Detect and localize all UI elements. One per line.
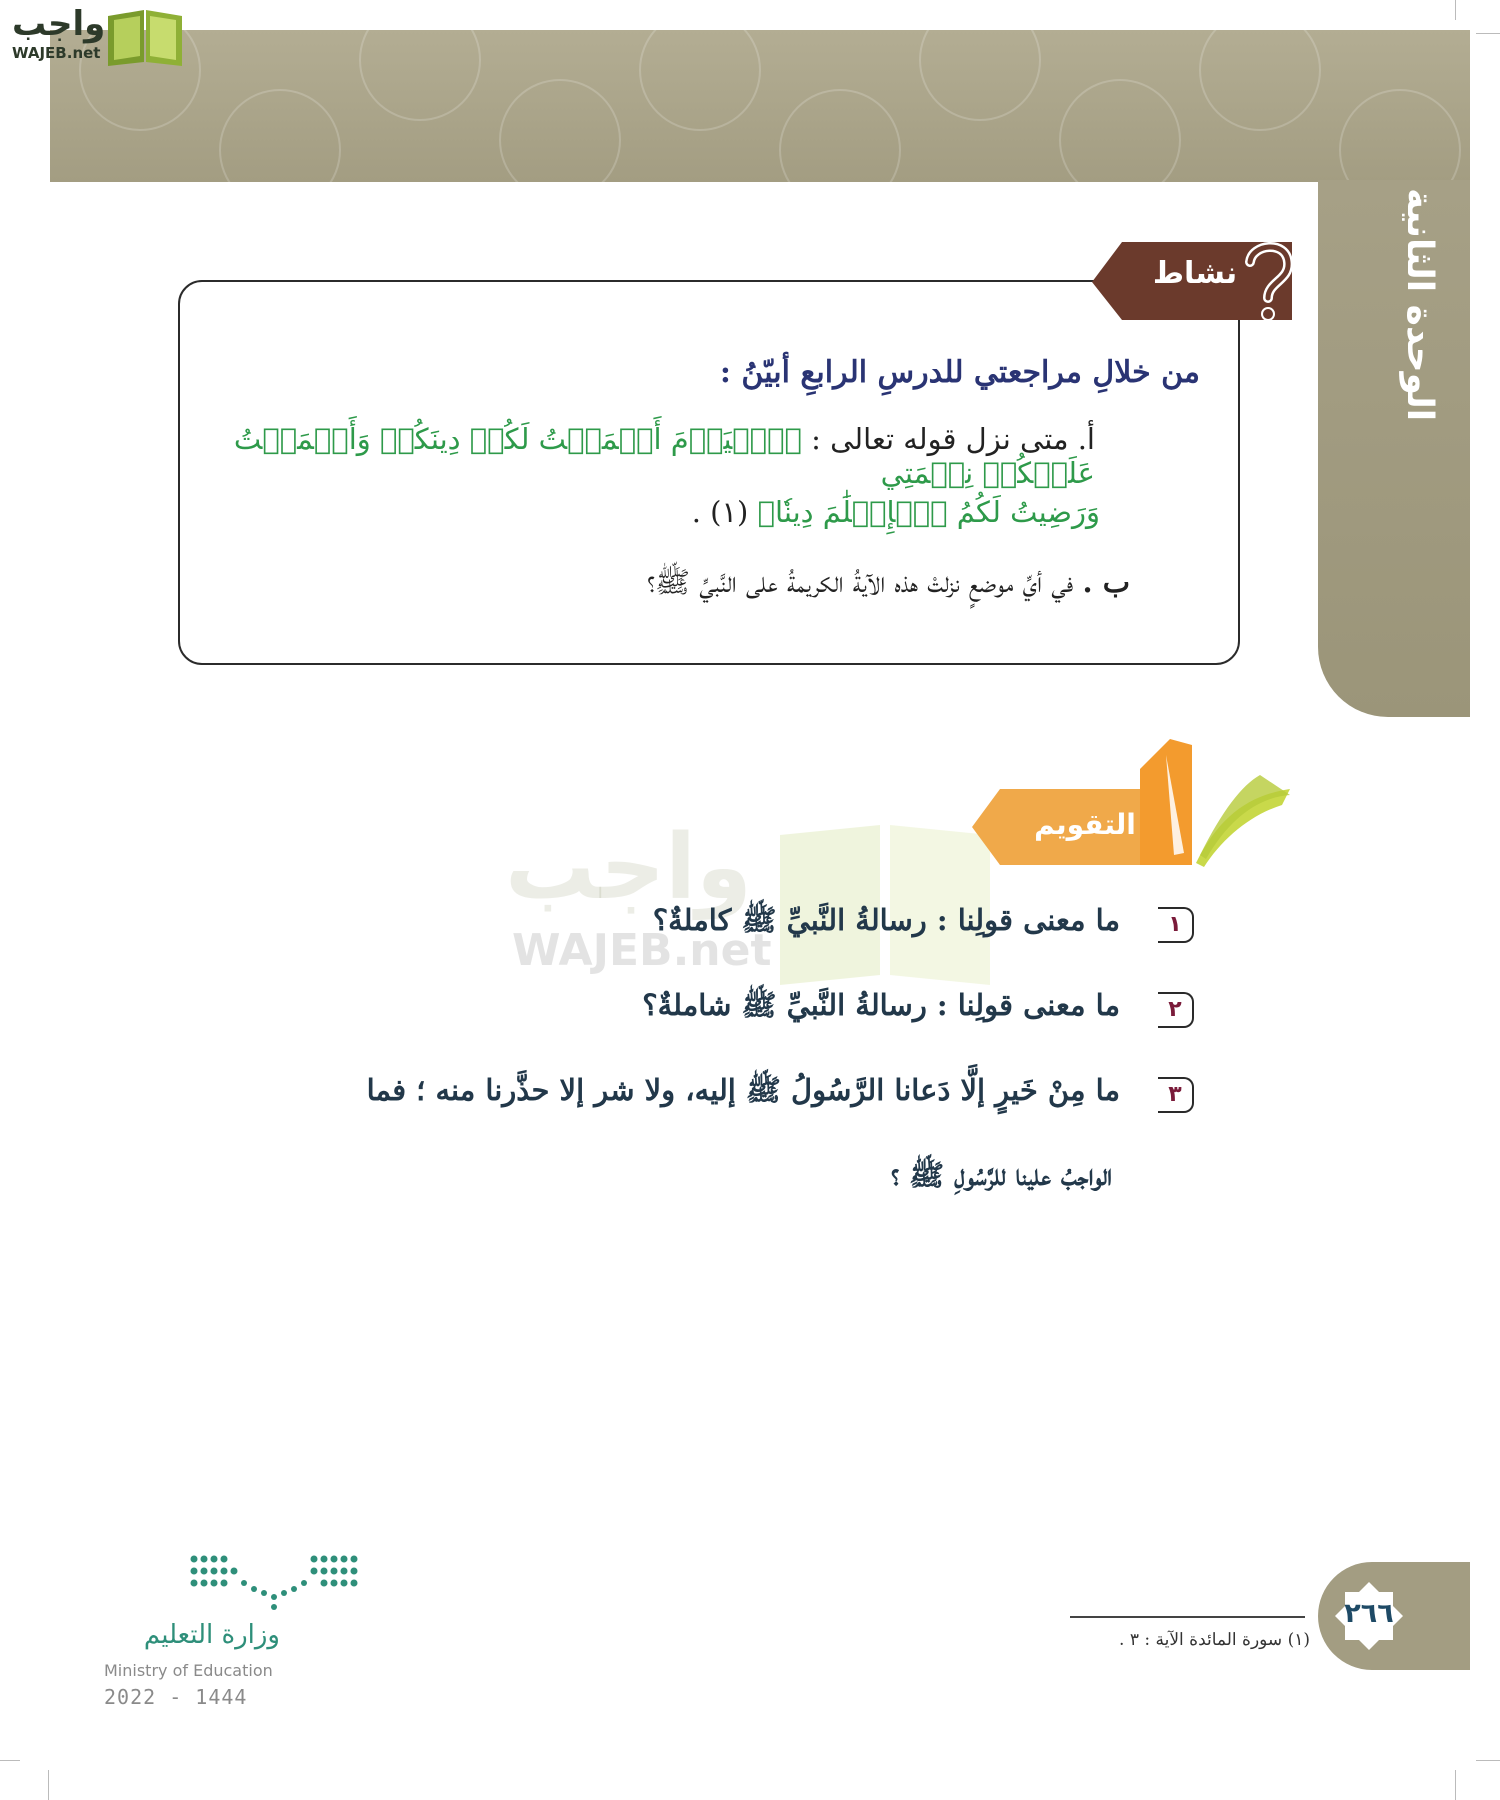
header-band [50, 30, 1470, 182]
question-3-text-line1: ما مِنْ خَيرٍ إلَّا دَعانا الرَّسُولُ ﷺ إليه، ولا شر إلا حذَّرنا منه ؛ فما [366, 1073, 1120, 1107]
footnote-divider [1070, 1616, 1305, 1618]
item-b-letter: ب . [1082, 565, 1130, 599]
question-1-text: ما معنى قولِنا : رسالةُ النَّبيِّ ﷺ كاملةٌ؟ [652, 903, 1120, 937]
evaluation-banner [960, 735, 1300, 875]
question-number-2: ٢ [1158, 992, 1194, 1028]
evaluation-label: التقويم [1034, 808, 1136, 841]
question-3-text-line2: الواجبُ علينا للرَّسُولِ ﷺ ؟ [890, 1158, 1112, 1192]
ministry-arabic-name: وزارة التعليم [143, 1620, 280, 1650]
crop-mark [48, 1770, 49, 1800]
question-2-text: ما معنى قولِنا : رسالةُ النَّبيِّ ﷺ شاملةٌ؟ [642, 988, 1120, 1022]
ministry-year: 2022 - 1444 [104, 1685, 248, 1709]
item-b-text: في أيِّ موضعٍ نزلتْ هذه الآيةُ الكريمةُ على النَّبيِّ ﷺ؟ [647, 565, 1074, 599]
logo-latin-text: WAJEB.net [12, 44, 101, 62]
footnote: (١) سورة المائدة الآية : ٣ . [1119, 1630, 1310, 1650]
activity-item-a-cont [300, 495, 1100, 529]
activity-item-b [380, 565, 1130, 607]
quran-verse-part2: وَرَضِيتُ لَكُمُ ٱلۡإِسۡلَٰمَ دِينٗا﴾ [757, 495, 1100, 529]
watermark-arabic: واجب [505, 815, 752, 920]
quran-verse-part1: ﴿ٱلۡيَوۡمَ أَكۡمَلۡتُ لَكُمۡ دِينَكُمۡ وَأَتۡمَمۡتُ عَلَيۡكُمۡ نِعۡمَتِي [233, 422, 1095, 490]
crop-mark [1476, 1760, 1500, 1761]
question-mark-icon [1240, 240, 1296, 324]
activity-item-a [215, 422, 1095, 490]
crop-mark [1455, 1770, 1456, 1800]
book-icon [104, 4, 186, 66]
wajeb-logo[interactable] [8, 4, 188, 68]
logo-arabic-text: واجب [12, 4, 106, 44]
activity-intro: من خلالِ مراجعتي للدرسِ الرابعِ أبيّنُ : [719, 355, 1200, 390]
crop-mark [1455, 0, 1456, 20]
crop-mark [1476, 33, 1500, 34]
crop-mark [0, 1760, 20, 1761]
pattern-overlay [50, 30, 1470, 182]
verse-reference: (١) . [691, 495, 749, 529]
page-number: ٢٦٦ [1344, 1598, 1394, 1629]
ministry-english-name: Ministry of Education [104, 1661, 273, 1680]
item-a-prefix: أ. متى نزل قوله تعالى : [811, 422, 1095, 456]
watermark-latin: WAJEB.net [512, 925, 772, 976]
question-number-3: ٣ [1158, 1077, 1194, 1113]
question-number-1: ١ [1158, 907, 1194, 943]
unit-title: الوحدة الثانية [1399, 188, 1440, 422]
ministry-logo-icon [188, 1553, 358, 1613]
activity-label: نشاط [1152, 256, 1238, 291]
